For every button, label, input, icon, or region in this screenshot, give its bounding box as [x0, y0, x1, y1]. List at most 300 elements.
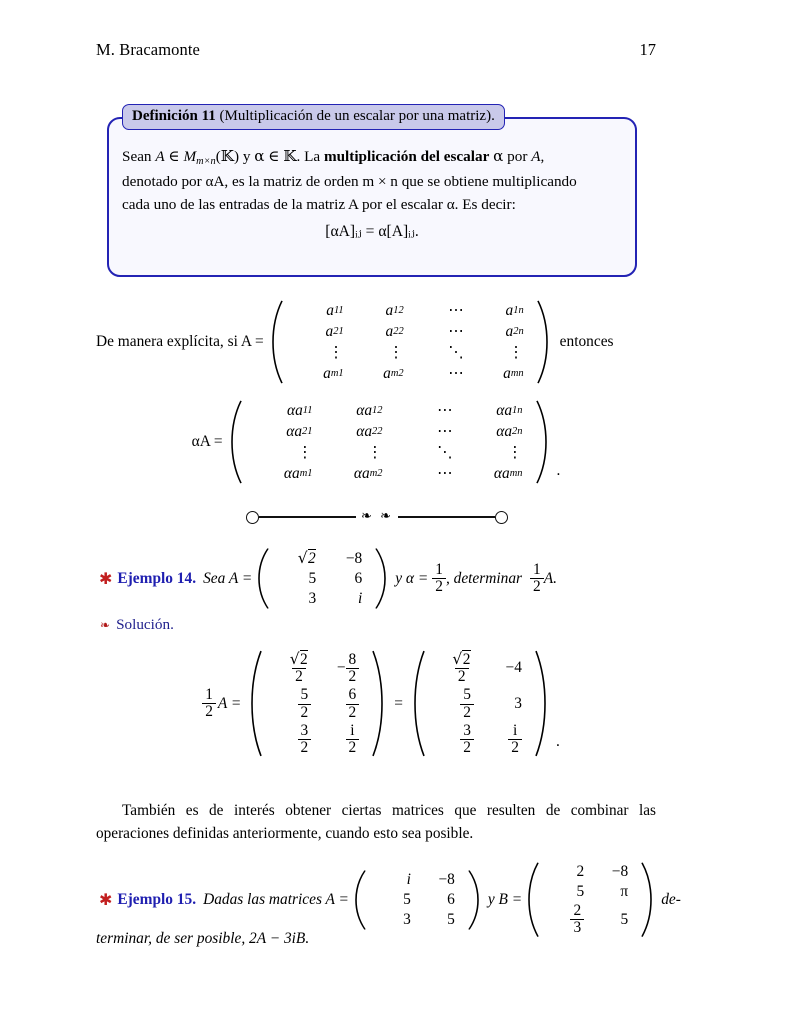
matrix-cell: [276, 548, 322, 569]
fraction: [287, 651, 312, 685]
matrix-cell-subscript: 1n: [512, 405, 523, 416]
math-atom: a: [385, 322, 394, 340]
example-15-text-mid: y B =: [487, 890, 523, 908]
example-15-text-before: Dadas las matrices A =: [203, 890, 349, 908]
math-atom: αa: [283, 464, 300, 482]
math-atom: 2: [300, 738, 309, 756]
fraction-numerator: [460, 723, 474, 739]
fraction-denominator: [455, 668, 469, 685]
explicit-matrix-line: [96, 300, 696, 384]
fraction: [460, 723, 474, 756]
definition-equation: [αA]ᵢⱼ = α[A]ᵢⱼ.: [325, 223, 419, 240]
math-atom: ⋮: [388, 344, 404, 361]
math-atom: αa: [496, 422, 513, 440]
fraction-denominator: [346, 704, 360, 721]
math-atom: 2: [348, 667, 357, 685]
solution-equals-sign: =: [394, 694, 403, 712]
result-frac-num: 1: [533, 560, 541, 578]
matrix-cell-subscript: m1: [299, 468, 313, 479]
page-header: [96, 40, 656, 60]
matrix-cell: [373, 910, 417, 930]
fraction: [298, 687, 312, 720]
matrix-cell-subscript: m2: [390, 368, 404, 379]
matrix-cell: [410, 321, 470, 342]
matrix-row: [249, 400, 529, 421]
fraction-denominator: [346, 739, 360, 756]
matrix-row: [373, 870, 461, 890]
definition-title-tab: [122, 104, 505, 130]
matrix-cell: [480, 650, 528, 686]
matrix-cell: [546, 862, 590, 882]
matrix-cell-subscript: 1n: [513, 305, 524, 316]
fraction-numerator: [460, 687, 474, 703]
math-atom: 5: [308, 570, 317, 587]
matrix-cell: [546, 882, 590, 902]
math-atom: ⋯: [448, 365, 464, 382]
example-14-text-before: Sea A =: [203, 569, 253, 587]
fraction-numerator: [298, 687, 312, 703]
fraction-denominator: [508, 739, 522, 756]
def-text-y: y: [239, 148, 255, 165]
matrix-body: [366, 870, 468, 930]
math-atom: ⋮: [508, 344, 524, 361]
matrix-cell-subscript: 12: [372, 405, 383, 416]
math-atom: αa: [493, 464, 510, 482]
matrix-cell: [432, 650, 480, 686]
math-atom: ⋯: [437, 402, 453, 419]
math-atom: ⋯: [448, 302, 464, 319]
matrix-cell: [350, 300, 410, 321]
fraction-denominator: [298, 739, 312, 756]
math-atom: ⋯: [437, 465, 453, 482]
matrix-row: [546, 882, 634, 902]
body-paragraph: También es de interés obtener ciertas matrices que resulten de combinar las operaciones definidas anteriormente, cuando esto sea posible.: [96, 802, 656, 842]
matrix-right-paren: [372, 650, 385, 757]
matrix-row: [290, 321, 530, 342]
math-atom: ⋯: [448, 323, 464, 340]
matrix-cell: [290, 321, 350, 342]
matrix-row: [249, 463, 529, 484]
matrix-cell: [459, 463, 529, 484]
result-frac-den: 2: [530, 578, 544, 595]
fraction: [298, 723, 312, 756]
solution-matrix-right: [412, 650, 548, 757]
math-atom: π: [620, 883, 629, 900]
matrix-cell: [290, 300, 350, 321]
definition-body-line2: denotado por αA, es la matriz de orden m × n que se obtiene multiplicando: [122, 172, 577, 190]
fraction: [508, 723, 522, 756]
fraction-numerator: [346, 652, 360, 668]
matrix-cell: [249, 442, 319, 463]
matrix-row: [249, 442, 529, 463]
math-atom: αa: [287, 401, 303, 419]
solution-trail-period: .: [555, 733, 560, 751]
math-atom: 2: [463, 703, 471, 721]
matrix-cell-subscript: 22: [393, 326, 404, 337]
fraction: [449, 651, 474, 685]
square-root: [452, 651, 471, 668]
example-15: [99, 862, 719, 937]
matrix-cell: [389, 421, 459, 442]
matrix-row: [269, 686, 365, 721]
example-15-matrix-B: [526, 862, 654, 937]
matrix-row: [432, 686, 528, 721]
matrix-right-paren: [641, 862, 654, 937]
math-atom: ⋮: [328, 344, 344, 361]
example-14-text-mid: y α =: [395, 569, 429, 587]
fraction-denominator: [346, 668, 360, 685]
minus-sign: −: [336, 658, 346, 676]
matrix-cell: [249, 421, 319, 442]
matrix-cell: [410, 342, 470, 363]
fraction: [570, 903, 584, 936]
math-atom: ⋮: [367, 444, 383, 461]
matrix-cell: [590, 862, 634, 882]
matrix-cell-subscript: 21: [333, 326, 344, 337]
math-atom: 5: [447, 910, 455, 928]
explicit-trail-text: entonces: [559, 333, 614, 350]
matrix-body: [262, 650, 372, 757]
alpha-matrix-trail: .: [556, 462, 561, 479]
math-atom: 2: [511, 738, 519, 756]
matrix-cell: [290, 342, 350, 363]
matrix-row: [276, 548, 368, 569]
fraction-denominator: [460, 704, 474, 721]
matrix-body: [242, 400, 536, 484]
alpha-matrix-lead: αA =: [191, 433, 223, 450]
matrix-right-paren: [535, 650, 548, 757]
math-atom: 6: [354, 570, 363, 587]
leaf-icon-pair: ❧ ❧: [361, 508, 393, 524]
example-14-label: Ejemplo 14.: [117, 569, 197, 587]
matrix-cell: [317, 650, 365, 686]
matrix-row: [290, 300, 530, 321]
math-atom: αa: [356, 422, 373, 440]
definition-body-line1: Sean A ∈ $M_{m\times n}(𝕂)$ y α ∈ 𝕂. La multiplicación del escalar α por A,: [122, 147, 545, 167]
matrix-cell: [459, 400, 529, 421]
solution-equation: [96, 650, 666, 757]
matrix-cell: [389, 400, 459, 421]
square-root: [298, 549, 317, 568]
fraction-numerator: [449, 651, 474, 668]
example-14-result-fraction: [530, 562, 544, 595]
matrix-body: [425, 650, 535, 757]
matrix-cell: [459, 442, 529, 463]
matrix-cell: [319, 421, 389, 442]
math-atom: 5: [620, 910, 629, 928]
example-15-label: Ejemplo 15.: [117, 890, 197, 908]
matrix-row: [432, 722, 528, 757]
matrix-cell-subscript: 11: [333, 305, 344, 316]
example-15-text-after: de-: [661, 890, 681, 908]
matrix-left-paren: [229, 400, 242, 484]
ornament-rule-right: [398, 516, 495, 517]
fraction: [346, 723, 360, 756]
example-14-matrix-A: [256, 548, 388, 609]
matrix-cell: [389, 463, 459, 484]
definition-label: Definición 11: [132, 108, 216, 124]
matrix-right-paren: [537, 300, 550, 384]
math-atom: αa: [353, 464, 370, 482]
math-atom: 3: [463, 721, 471, 739]
square-root: [290, 651, 309, 668]
matrix-cell-subscript: 2n: [513, 326, 524, 337]
math-atom: ⋱: [437, 444, 453, 461]
def-var-M-sub: m×n: [196, 155, 216, 167]
math-atom: 2: [295, 668, 303, 686]
math-atom: 8: [348, 650, 357, 668]
matrix-left-paren: [256, 548, 269, 609]
fraction: [346, 687, 360, 720]
circle-icon-left: [246, 511, 259, 524]
math-atom: a: [383, 364, 391, 382]
math-atom: −4: [505, 659, 522, 677]
matrix-cell: [480, 686, 528, 721]
matrix-cell: [249, 463, 319, 484]
radical-sign: √: [297, 549, 308, 567]
fraction: [346, 652, 360, 685]
fraction-numerator: [510, 723, 520, 739]
radicand: 2: [308, 550, 316, 567]
math-atom: 6: [348, 686, 357, 704]
math-atom: 2: [348, 703, 357, 721]
math-atom: 2: [300, 703, 309, 721]
matrix-cell: [480, 722, 528, 757]
alpha-frac-den: 2: [432, 578, 446, 595]
matrix-row: [373, 890, 461, 910]
math-atom: 3: [514, 695, 522, 713]
math-atom: 5: [403, 890, 411, 908]
fraction-denominator: [570, 919, 584, 936]
matrix-body: [283, 300, 537, 384]
math-atom: 2: [463, 738, 471, 756]
matrix-cell: [470, 300, 530, 321]
math-atom: a: [325, 322, 334, 340]
def-bold-phrase: multiplicación del escalar: [323, 148, 490, 165]
math-atom: ⋮: [507, 444, 523, 461]
math-atom: a: [326, 301, 334, 319]
matrix-row: [269, 722, 365, 757]
radical-sign: √: [289, 650, 300, 668]
solution-lhs-num: 1: [205, 685, 213, 703]
matrix-cell: [276, 589, 322, 609]
solution-lhs-fraction: [202, 687, 216, 720]
matrix-cell: [546, 902, 590, 937]
matrix-cell: [417, 870, 461, 890]
example-15-tail: terminar, de ser posible, 2A − 3iB.: [96, 930, 310, 947]
matrix-cell: [417, 890, 461, 910]
matrix-cell: [269, 650, 317, 686]
fraction-numerator: [346, 687, 360, 703]
matrix-row: [373, 910, 461, 930]
matrix-cell: [350, 363, 410, 384]
asterisk-icon-14: ✱: [99, 569, 113, 588]
matrix-left-paren: [270, 300, 283, 384]
matrix-cell: [249, 400, 319, 421]
explicit-lead-text: De manera explícita, si A =: [96, 333, 264, 350]
math-atom: a: [323, 364, 331, 382]
math-atom: αa: [286, 422, 303, 440]
matrix-cell: [350, 342, 410, 363]
math-atom: αa: [356, 401, 373, 419]
matrix-row: [546, 862, 634, 882]
solution-heading: [100, 616, 174, 634]
matrix-cell: [276, 569, 322, 589]
math-atom: a: [503, 364, 511, 382]
def-var-A-2: A: [531, 148, 541, 165]
math-atom: 6: [447, 890, 455, 908]
math-atom: 5: [576, 883, 585, 900]
section-ornament-divider: [246, 508, 508, 526]
math-atom: a: [505, 322, 514, 340]
matrix-row: [432, 650, 528, 686]
fraction-numerator: [298, 723, 312, 739]
matrix-right-paren: [536, 400, 549, 484]
fraction-denominator: [292, 668, 306, 685]
matrix-left-paren: [353, 870, 366, 930]
math-atom: ⋮: [297, 444, 313, 461]
matrix-cell: [290, 363, 350, 384]
math-atom: 2: [576, 863, 585, 880]
math-atom: 2: [457, 668, 466, 686]
math-atom: αa: [496, 401, 513, 419]
matrix-cell: [269, 686, 317, 721]
matrix-cell: [590, 882, 634, 902]
matrix-cell-subscript: m1: [330, 368, 344, 379]
math-atom: i: [406, 870, 411, 888]
solution-lhs-suffix: A =: [217, 694, 242, 712]
leaf-icon-solution: ❧: [100, 618, 111, 632]
matrix-cell-subscript: 22: [372, 426, 383, 437]
matrix-cell: [373, 890, 417, 910]
matrix-cell: [410, 363, 470, 384]
matrix-row: [276, 589, 368, 609]
fraction: [460, 687, 474, 720]
matrix-cell-subscript: m2: [369, 468, 383, 479]
math-atom: a: [385, 301, 394, 319]
math-atom: 5: [463, 686, 471, 704]
matrix-cell: [410, 300, 470, 321]
def-field-K-2: 𝕂: [283, 147, 297, 165]
matrix-row: [269, 650, 365, 686]
matrix-cell: [350, 321, 410, 342]
fraction-denominator: [460, 739, 474, 756]
matrix-left-paren: [526, 862, 539, 937]
math-atom: ⋱: [448, 344, 464, 361]
example-14: [99, 548, 699, 609]
math-atom: i: [357, 590, 363, 607]
math-atom: −8: [345, 549, 363, 567]
solution-lhs-den: 2: [202, 703, 216, 720]
math-atom: a: [505, 301, 514, 319]
asterisk-icon-15: ✱: [99, 890, 113, 910]
matrix-cell: [319, 400, 389, 421]
matrix-cell: [322, 569, 368, 589]
matrix-cell: [319, 442, 389, 463]
fraction-numerator: [570, 903, 584, 919]
matrix-cell: [432, 722, 480, 757]
math-atom: −8: [438, 870, 455, 888]
example-14-result-suffix: A.: [543, 569, 557, 587]
header-author: M. Bracamonte: [96, 40, 200, 59]
alpha-matrix-line: [96, 400, 656, 484]
matrix-cell-subscript: mn: [509, 468, 523, 479]
matrix-A-generic: [270, 300, 550, 384]
example-14-alpha-fraction: [432, 562, 446, 595]
matrix-cell-subscript: 11: [302, 405, 313, 416]
math-atom: 3: [403, 910, 411, 928]
math-atom: 2: [348, 738, 357, 756]
def-alpha-1: α: [254, 147, 265, 165]
matrix-cell: [373, 870, 417, 890]
matrix-body: [539, 862, 641, 937]
matrix-row: [290, 342, 530, 363]
matrix-left-paren: [412, 650, 425, 757]
example-15-matrix-A: [353, 870, 481, 930]
def-text-por: por: [503, 148, 532, 165]
matrix-right-paren: [468, 870, 481, 930]
radical-sign: √: [452, 650, 463, 668]
matrix-cell: [317, 686, 365, 721]
math-atom: 3: [573, 919, 582, 937]
def-alpha-2: α: [493, 147, 504, 165]
matrix-row: [546, 902, 634, 937]
matrix-cell: [389, 442, 459, 463]
matrix-right-paren: [375, 548, 388, 609]
matrix-cell: [317, 722, 365, 757]
matrix-cell-subscript: 2n: [512, 426, 523, 437]
matrix-cell: [470, 342, 530, 363]
solution-matrix-left: [249, 650, 385, 757]
def-field-K: 𝕂: [220, 147, 234, 165]
math-atom: i: [350, 721, 355, 739]
header-page-number: 17: [639, 40, 656, 59]
matrix-cell: [322, 589, 368, 609]
circle-icon-right: [495, 511, 508, 524]
alpha-frac-num: 1: [435, 560, 443, 578]
math-atom: 2: [573, 902, 582, 919]
matrix-row: [249, 421, 529, 442]
matrix-cell: [269, 722, 317, 757]
matrix-cell-subscript: mn: [510, 368, 524, 379]
matrix-cell-subscript: 12: [393, 305, 404, 316]
solution-label: Solución.: [116, 616, 174, 633]
matrix-cell: [470, 363, 530, 384]
def-var-M: M: [183, 148, 197, 165]
definition-body-line3: cada uno de las entradas de la matriz A por el escalar α. Es decir:: [122, 195, 516, 213]
def-text-comma: ,: [540, 148, 545, 165]
matrix-cell: [319, 463, 389, 484]
example-14-text-after: , determinar: [445, 569, 523, 587]
radicand: 2: [300, 651, 308, 668]
math-atom: 5: [300, 686, 309, 704]
ornament-rule-left: [259, 516, 356, 517]
math-atom: i: [512, 721, 518, 739]
def-text-la: . La: [296, 148, 324, 165]
fraction-numerator: [287, 651, 312, 668]
definition-title: (Multiplicación de un escalar por una matriz).: [219, 108, 495, 124]
math-atom: 3: [308, 590, 317, 607]
matrix-body: [269, 548, 375, 609]
definition-body: [122, 145, 624, 216]
matrix-cell-subscript: 21: [302, 426, 313, 437]
matrix-cell: [417, 910, 461, 930]
math-atom: ⋯: [437, 423, 453, 440]
fraction-denominator: [298, 704, 312, 721]
math-atom: −8: [611, 863, 629, 880]
radicand: 2: [462, 651, 471, 668]
matrix-cell: [459, 421, 529, 442]
